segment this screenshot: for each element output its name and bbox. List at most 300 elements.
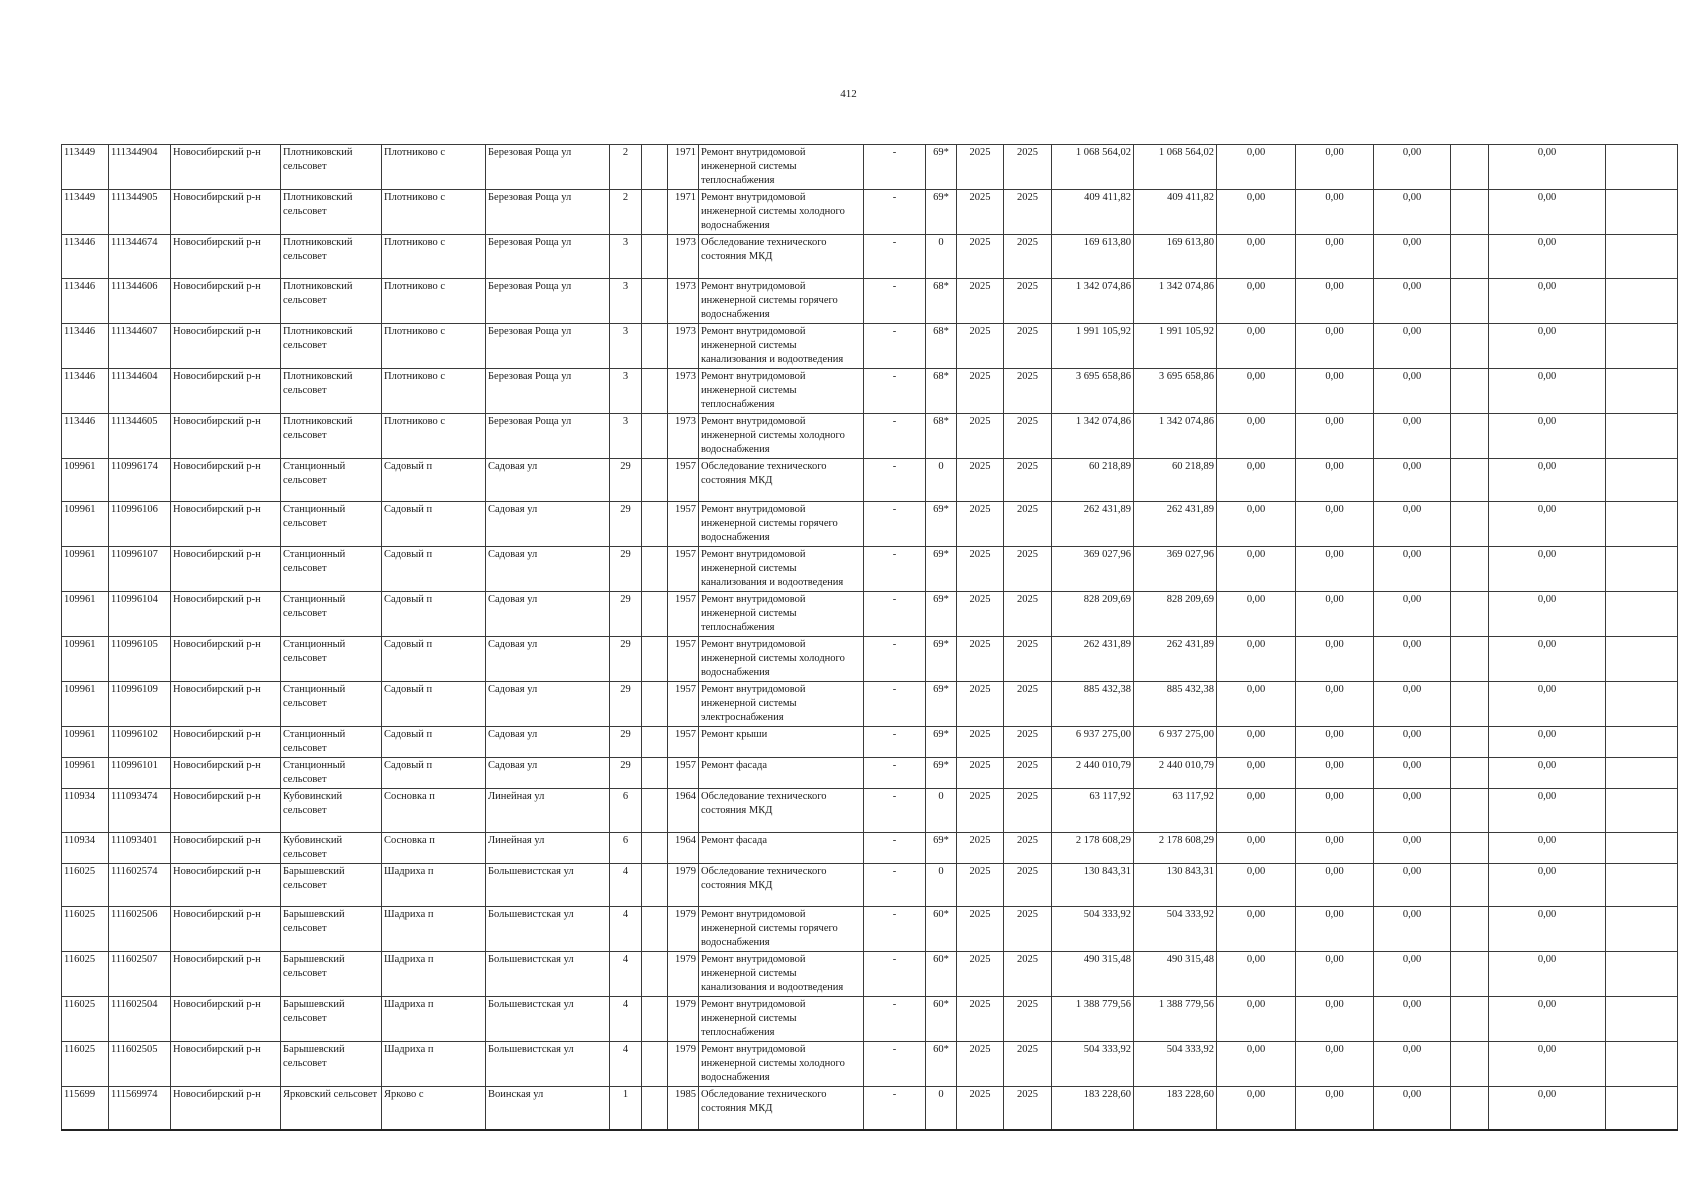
street: Воинская ул xyxy=(486,1087,610,1131)
end-year: 2025 xyxy=(1004,952,1052,997)
note xyxy=(1606,1042,1678,1087)
work-type: Ремонт внутридомовой инженерной системы теплоснабжения xyxy=(699,592,864,637)
building xyxy=(642,637,668,682)
empty-cell xyxy=(1451,997,1489,1042)
regional-funds: 0,00 xyxy=(1296,1087,1374,1131)
settlement: Станционный сельсовет xyxy=(281,682,382,727)
federal-funds: 0,00 xyxy=(1217,413,1296,458)
work-type: Ремонт внутридомовой инженерной системы холодного водоснабжения xyxy=(699,637,864,682)
empty-cell xyxy=(1451,863,1489,907)
note xyxy=(1606,758,1678,789)
house-number: 2 xyxy=(610,145,642,190)
wear-percent: 68* xyxy=(926,278,957,323)
federal-funds: 0,00 xyxy=(1217,502,1296,547)
empty-cell xyxy=(1451,592,1489,637)
build-year: 1957 xyxy=(668,727,699,758)
district: Новосибирский р-н xyxy=(171,235,281,279)
building xyxy=(642,997,668,1042)
note xyxy=(1606,547,1678,592)
total-cost: 60 218,89 xyxy=(1052,458,1134,502)
locality: Плотниково с xyxy=(382,145,486,190)
street: Садовая ул xyxy=(486,727,610,758)
locality: Плотниково с xyxy=(382,235,486,279)
start-year: 2025 xyxy=(957,190,1004,235)
local-funds: 0,00 xyxy=(1374,235,1451,279)
total-cost: 2 440 010,79 xyxy=(1052,758,1134,789)
table-row xyxy=(62,758,1678,789)
dash-cell: - xyxy=(864,235,926,279)
federal-funds: 0,00 xyxy=(1217,997,1296,1042)
end-year: 2025 xyxy=(1004,1042,1052,1087)
wear-percent: 0 xyxy=(926,789,957,833)
work-type: Обследование технического состояния МКД xyxy=(699,235,864,279)
note xyxy=(1606,637,1678,682)
house-id: 109961 xyxy=(62,682,109,727)
house-number: 29 xyxy=(610,592,642,637)
locality: Шадриха п xyxy=(382,907,486,952)
local-funds: 0,00 xyxy=(1374,458,1451,502)
house-id: 113449 xyxy=(62,145,109,190)
street: Большевистская ул xyxy=(486,907,610,952)
wear-percent: 69* xyxy=(926,682,957,727)
start-year: 2025 xyxy=(957,832,1004,863)
regional-funds: 0,00 xyxy=(1296,145,1374,190)
house-id: 109961 xyxy=(62,637,109,682)
table-row xyxy=(62,368,1678,413)
house-id: 113446 xyxy=(62,323,109,368)
district: Новосибирский р-н xyxy=(171,413,281,458)
local-funds: 0,00 xyxy=(1374,952,1451,997)
building xyxy=(642,952,668,997)
owner-funds: 0,00 xyxy=(1489,682,1606,727)
fund-cost: 130 843,31 xyxy=(1134,863,1217,907)
dash-cell: - xyxy=(864,592,926,637)
settlement: Барышевский сельсовет xyxy=(281,997,382,1042)
locality: Садовый п xyxy=(382,592,486,637)
note xyxy=(1606,502,1678,547)
work-type: Ремонт внутридомовой инженерной системы канализования и водоотведения xyxy=(699,323,864,368)
start-year: 2025 xyxy=(957,323,1004,368)
empty-cell xyxy=(1451,323,1489,368)
table-row xyxy=(62,323,1678,368)
total-cost: 3 695 658,86 xyxy=(1052,368,1134,413)
note xyxy=(1606,952,1678,997)
dash-cell: - xyxy=(864,727,926,758)
house-number: 29 xyxy=(610,727,642,758)
regional-funds: 0,00 xyxy=(1296,997,1374,1042)
building xyxy=(642,323,668,368)
street: Березовая Роща ул xyxy=(486,413,610,458)
dash-cell: - xyxy=(864,547,926,592)
dash-cell: - xyxy=(864,413,926,458)
table-row xyxy=(62,637,1678,682)
wear-percent: 69* xyxy=(926,758,957,789)
settlement: Барышевский сельсовет xyxy=(281,952,382,997)
fund-cost: 169 613,80 xyxy=(1134,235,1217,279)
dash-cell: - xyxy=(864,1087,926,1131)
building xyxy=(642,682,668,727)
note xyxy=(1606,727,1678,758)
house-id: 110934 xyxy=(62,789,109,833)
work-type: Ремонт внутридомовой инженерной системы холодного водоснабжения xyxy=(699,190,864,235)
regional-funds: 0,00 xyxy=(1296,789,1374,833)
work-id: 110996105 xyxy=(109,637,171,682)
table-row xyxy=(62,145,1678,190)
wear-percent: 60* xyxy=(926,1042,957,1087)
end-year: 2025 xyxy=(1004,1087,1052,1131)
work-id: 111569974 xyxy=(109,1087,171,1131)
table-row xyxy=(62,832,1678,863)
house-number: 29 xyxy=(610,458,642,502)
street: Березовая Роща ул xyxy=(486,278,610,323)
table-row xyxy=(62,863,1678,907)
work-type: Обследование технического состояния МКД xyxy=(699,863,864,907)
fund-cost: 1 342 074,86 xyxy=(1134,413,1217,458)
house-id: 109961 xyxy=(62,758,109,789)
owner-funds: 0,00 xyxy=(1489,907,1606,952)
start-year: 2025 xyxy=(957,637,1004,682)
owner-funds: 0,00 xyxy=(1489,952,1606,997)
end-year: 2025 xyxy=(1004,789,1052,833)
table-row xyxy=(62,547,1678,592)
street: Березовая Роща ул xyxy=(486,323,610,368)
build-year: 1957 xyxy=(668,637,699,682)
settlement: Плотниковский сельсовет xyxy=(281,368,382,413)
district: Новосибирский р-н xyxy=(171,190,281,235)
federal-funds: 0,00 xyxy=(1217,368,1296,413)
federal-funds: 0,00 xyxy=(1217,637,1296,682)
house-id: 109961 xyxy=(62,458,109,502)
work-id: 111602574 xyxy=(109,863,171,907)
wear-percent: 60* xyxy=(926,907,957,952)
building xyxy=(642,413,668,458)
local-funds: 0,00 xyxy=(1374,323,1451,368)
note xyxy=(1606,323,1678,368)
empty-cell xyxy=(1451,1042,1489,1087)
work-id: 111093474 xyxy=(109,789,171,833)
locality: Садовый п xyxy=(382,502,486,547)
dash-cell: - xyxy=(864,458,926,502)
total-cost: 262 431,89 xyxy=(1052,502,1134,547)
locality: Шадриха п xyxy=(382,863,486,907)
dash-cell: - xyxy=(864,832,926,863)
end-year: 2025 xyxy=(1004,907,1052,952)
dash-cell: - xyxy=(864,368,926,413)
start-year: 2025 xyxy=(957,1087,1004,1131)
locality: Шадриха п xyxy=(382,952,486,997)
start-year: 2025 xyxy=(957,235,1004,279)
settlement: Плотниковский сельсовет xyxy=(281,190,382,235)
local-funds: 0,00 xyxy=(1374,727,1451,758)
local-funds: 0,00 xyxy=(1374,832,1451,863)
table-row xyxy=(62,682,1678,727)
house-id: 115699 xyxy=(62,1087,109,1131)
building xyxy=(642,832,668,863)
district: Новосибирский р-н xyxy=(171,637,281,682)
fund-cost: 262 431,89 xyxy=(1134,637,1217,682)
work-id: 111344607 xyxy=(109,323,171,368)
work-id: 111344606 xyxy=(109,278,171,323)
owner-funds: 0,00 xyxy=(1489,637,1606,682)
regional-funds: 0,00 xyxy=(1296,278,1374,323)
end-year: 2025 xyxy=(1004,682,1052,727)
fund-cost: 63 117,92 xyxy=(1134,789,1217,833)
table-row xyxy=(62,907,1678,952)
district: Новосибирский р-н xyxy=(171,502,281,547)
building xyxy=(642,458,668,502)
house-number: 29 xyxy=(610,682,642,727)
street: Садовая ул xyxy=(486,547,610,592)
note xyxy=(1606,368,1678,413)
owner-funds: 0,00 xyxy=(1489,727,1606,758)
street: Садовая ул xyxy=(486,458,610,502)
total-cost: 63 117,92 xyxy=(1052,789,1134,833)
fund-cost: 409 411,82 xyxy=(1134,190,1217,235)
end-year: 2025 xyxy=(1004,368,1052,413)
house-id: 113446 xyxy=(62,413,109,458)
work-id: 111093401 xyxy=(109,832,171,863)
dash-cell: - xyxy=(864,789,926,833)
table-row xyxy=(62,1042,1678,1087)
start-year: 2025 xyxy=(957,758,1004,789)
street: Садовая ул xyxy=(486,502,610,547)
work-type: Ремонт внутридомовой инженерной системы электроснабжения xyxy=(699,682,864,727)
work-type: Ремонт фасада xyxy=(699,758,864,789)
note xyxy=(1606,145,1678,190)
building xyxy=(642,863,668,907)
street: Садовая ул xyxy=(486,682,610,727)
fund-cost: 1 991 105,92 xyxy=(1134,323,1217,368)
empty-cell xyxy=(1451,502,1489,547)
fund-cost: 369 027,96 xyxy=(1134,547,1217,592)
house-number: 4 xyxy=(610,863,642,907)
local-funds: 0,00 xyxy=(1374,547,1451,592)
owner-funds: 0,00 xyxy=(1489,323,1606,368)
locality: Плотниково с xyxy=(382,190,486,235)
dash-cell: - xyxy=(864,323,926,368)
locality: Шадриха п xyxy=(382,997,486,1042)
settlement: Станционный сельсовет xyxy=(281,758,382,789)
note xyxy=(1606,235,1678,279)
dash-cell: - xyxy=(864,758,926,789)
street: Березовая Роща ул xyxy=(486,145,610,190)
build-year: 1979 xyxy=(668,907,699,952)
street: Березовая Роща ул xyxy=(486,368,610,413)
district: Новосибирский р-н xyxy=(171,368,281,413)
house-number: 3 xyxy=(610,323,642,368)
regional-funds: 0,00 xyxy=(1296,547,1374,592)
house-number: 29 xyxy=(610,547,642,592)
regional-funds: 0,00 xyxy=(1296,235,1374,279)
start-year: 2025 xyxy=(957,907,1004,952)
table-row xyxy=(62,592,1678,637)
end-year: 2025 xyxy=(1004,592,1052,637)
work-type: Ремонт внутридомовой инженерной системы холодного водоснабжения xyxy=(699,413,864,458)
start-year: 2025 xyxy=(957,278,1004,323)
total-cost: 828 209,69 xyxy=(1052,592,1134,637)
wear-percent: 60* xyxy=(926,997,957,1042)
empty-cell xyxy=(1451,458,1489,502)
house-number: 4 xyxy=(610,907,642,952)
house-id: 113449 xyxy=(62,190,109,235)
local-funds: 0,00 xyxy=(1374,1087,1451,1131)
federal-funds: 0,00 xyxy=(1217,1087,1296,1131)
settlement: Плотниковский сельсовет xyxy=(281,413,382,458)
building xyxy=(642,1087,668,1131)
start-year: 2025 xyxy=(957,863,1004,907)
total-cost: 1 068 564,02 xyxy=(1052,145,1134,190)
local-funds: 0,00 xyxy=(1374,190,1451,235)
total-cost: 504 333,92 xyxy=(1052,1042,1134,1087)
local-funds: 0,00 xyxy=(1374,758,1451,789)
local-funds: 0,00 xyxy=(1374,1042,1451,1087)
start-year: 2025 xyxy=(957,368,1004,413)
federal-funds: 0,00 xyxy=(1217,682,1296,727)
street: Большевистская ул xyxy=(486,997,610,1042)
fund-cost: 60 218,89 xyxy=(1134,458,1217,502)
empty-cell xyxy=(1451,727,1489,758)
wear-percent: 69* xyxy=(926,592,957,637)
fund-cost: 504 333,92 xyxy=(1134,907,1217,952)
regional-funds: 0,00 xyxy=(1296,413,1374,458)
fund-cost: 2 440 010,79 xyxy=(1134,758,1217,789)
house-id: 116025 xyxy=(62,1042,109,1087)
house-id: 116025 xyxy=(62,907,109,952)
district: Новосибирский р-н xyxy=(171,832,281,863)
house-number: 29 xyxy=(610,637,642,682)
locality: Садовый п xyxy=(382,637,486,682)
building xyxy=(642,758,668,789)
end-year: 2025 xyxy=(1004,637,1052,682)
work-type: Ремонт внутридомовой инженерной системы горячего водоснабжения xyxy=(699,907,864,952)
federal-funds: 0,00 xyxy=(1217,727,1296,758)
owner-funds: 0,00 xyxy=(1489,547,1606,592)
house-number: 6 xyxy=(610,789,642,833)
total-cost: 183 228,60 xyxy=(1052,1087,1134,1131)
work-id: 110996101 xyxy=(109,758,171,789)
locality: Плотниково с xyxy=(382,413,486,458)
house-id: 116025 xyxy=(62,952,109,997)
owner-funds: 0,00 xyxy=(1489,458,1606,502)
total-cost: 6 937 275,00 xyxy=(1052,727,1134,758)
end-year: 2025 xyxy=(1004,758,1052,789)
house-id: 110934 xyxy=(62,832,109,863)
house-number: 3 xyxy=(610,413,642,458)
build-year: 1957 xyxy=(668,547,699,592)
house-id: 109961 xyxy=(62,592,109,637)
dash-cell: - xyxy=(864,863,926,907)
street: Линейная ул xyxy=(486,832,610,863)
settlement: Станционный сельсовет xyxy=(281,727,382,758)
locality: Садовый п xyxy=(382,727,486,758)
build-year: 1985 xyxy=(668,1087,699,1131)
build-year: 1957 xyxy=(668,502,699,547)
start-year: 2025 xyxy=(957,682,1004,727)
house-number: 29 xyxy=(610,502,642,547)
work-id: 110996104 xyxy=(109,592,171,637)
regional-funds: 0,00 xyxy=(1296,952,1374,997)
owner-funds: 0,00 xyxy=(1489,863,1606,907)
district: Новосибирский р-н xyxy=(171,952,281,997)
work-id: 111602507 xyxy=(109,952,171,997)
owner-funds: 0,00 xyxy=(1489,997,1606,1042)
end-year: 2025 xyxy=(1004,997,1052,1042)
empty-cell xyxy=(1451,682,1489,727)
district: Новосибирский р-н xyxy=(171,682,281,727)
dash-cell: - xyxy=(864,278,926,323)
start-year: 2025 xyxy=(957,547,1004,592)
fund-cost: 885 432,38 xyxy=(1134,682,1217,727)
district: Новосибирский р-н xyxy=(171,458,281,502)
settlement: Плотниковский сельсовет xyxy=(281,235,382,279)
house-number: 1 xyxy=(610,1087,642,1131)
fund-cost: 6 937 275,00 xyxy=(1134,727,1217,758)
locality: Плотниково с xyxy=(382,278,486,323)
federal-funds: 0,00 xyxy=(1217,190,1296,235)
house-number: 6 xyxy=(610,832,642,863)
wear-percent: 69* xyxy=(926,502,957,547)
owner-funds: 0,00 xyxy=(1489,1042,1606,1087)
building xyxy=(642,592,668,637)
table-row xyxy=(62,413,1678,458)
district: Новосибирский р-н xyxy=(171,278,281,323)
house-id: 109961 xyxy=(62,502,109,547)
house-number: 3 xyxy=(610,235,642,279)
district: Новосибирский р-н xyxy=(171,547,281,592)
build-year: 1957 xyxy=(668,592,699,637)
build-year: 1971 xyxy=(668,145,699,190)
local-funds: 0,00 xyxy=(1374,368,1451,413)
work-id: 111344674 xyxy=(109,235,171,279)
street: Садовая ул xyxy=(486,592,610,637)
start-year: 2025 xyxy=(957,145,1004,190)
owner-funds: 0,00 xyxy=(1489,368,1606,413)
total-cost: 169 613,80 xyxy=(1052,235,1134,279)
dash-cell: - xyxy=(864,502,926,547)
empty-cell xyxy=(1451,278,1489,323)
local-funds: 0,00 xyxy=(1374,592,1451,637)
building xyxy=(642,190,668,235)
dash-cell: - xyxy=(864,1042,926,1087)
total-cost: 1 991 105,92 xyxy=(1052,323,1134,368)
federal-funds: 0,00 xyxy=(1217,547,1296,592)
settlement: Кубовинский сельсовет xyxy=(281,832,382,863)
empty-cell xyxy=(1451,637,1489,682)
table-row xyxy=(62,502,1678,547)
local-funds: 0,00 xyxy=(1374,682,1451,727)
work-type: Ремонт внутридомовой инженерной системы теплоснабжения xyxy=(699,997,864,1042)
settlement: Барышевский сельсовет xyxy=(281,863,382,907)
house-id: 109961 xyxy=(62,727,109,758)
end-year: 2025 xyxy=(1004,413,1052,458)
note xyxy=(1606,863,1678,907)
settlement: Барышевский сельсовет xyxy=(281,907,382,952)
page-number: 412 xyxy=(840,88,857,100)
building xyxy=(642,1042,668,1087)
owner-funds: 0,00 xyxy=(1489,758,1606,789)
settlement: Ярковский сельсовет xyxy=(281,1087,382,1131)
local-funds: 0,00 xyxy=(1374,145,1451,190)
street: Линейная ул xyxy=(486,789,610,833)
local-funds: 0,00 xyxy=(1374,413,1451,458)
local-funds: 0,00 xyxy=(1374,863,1451,907)
settlement: Станционный сельсовет xyxy=(281,502,382,547)
table-row xyxy=(62,952,1678,997)
build-year: 1964 xyxy=(668,789,699,833)
house-id: 113446 xyxy=(62,235,109,279)
total-cost: 1 342 074,86 xyxy=(1052,413,1134,458)
work-id: 110996107 xyxy=(109,547,171,592)
